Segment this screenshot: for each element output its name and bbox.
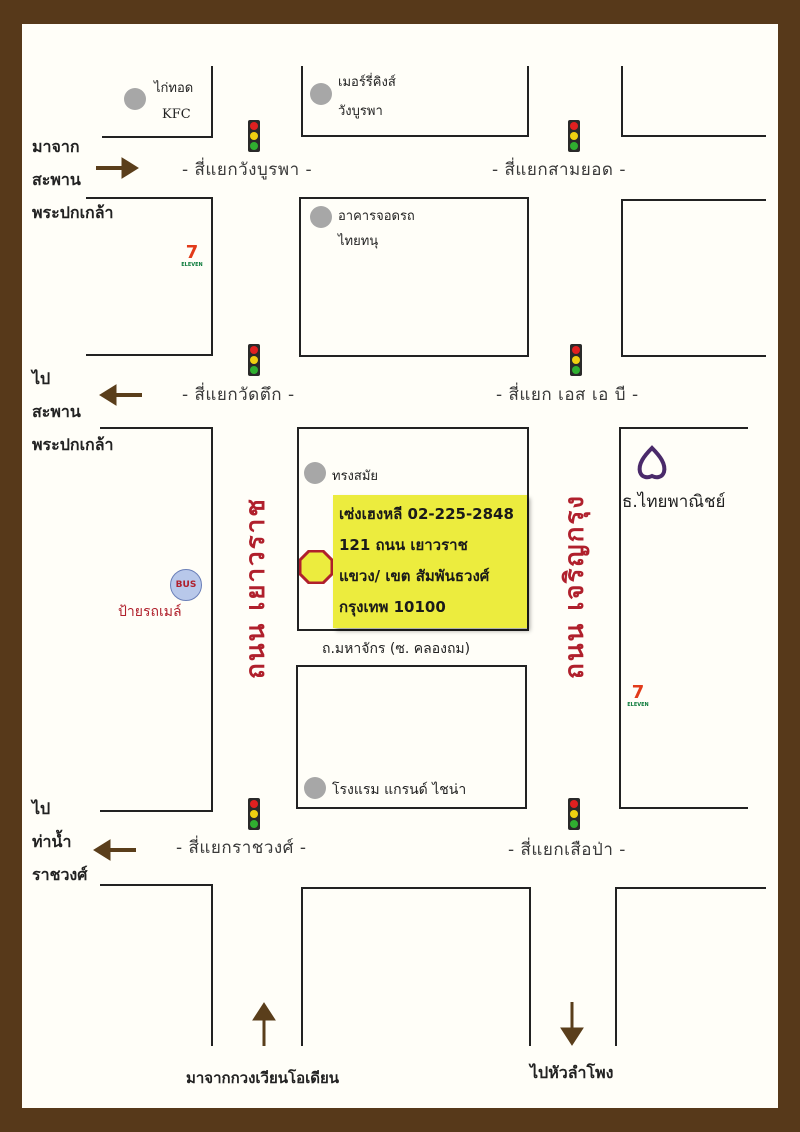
seven-eleven-number: 7 — [185, 242, 199, 263]
landmark-dot-grand-china — [304, 777, 326, 799]
shop-info-box — [333, 495, 527, 628]
block-third-right — [620, 428, 748, 808]
direction-to-hualamphong: ไปหัวลำโพง — [530, 1063, 614, 1082]
block-second-right — [622, 200, 766, 356]
landmark-dot-song-samai — [304, 462, 326, 484]
intersection-wat-tuek: - สี่แยกวัดตึก - — [182, 385, 295, 405]
direction-to-bridge: ไป สะพาน พระปกเกล้า — [32, 369, 114, 454]
traffic-light-icon — [248, 344, 260, 376]
landmark-parking-line1: อาคารจอดรถ — [338, 209, 415, 224]
seven-eleven-text: ELEVEN — [627, 702, 649, 708]
block-top-right — [622, 66, 766, 136]
block-bottom-middle — [302, 888, 530, 1046]
intersection-scb: - สี่แยก เอส เอ บี - — [496, 385, 639, 405]
street-mahachak: ถ.มหาจักร (ซ. คลองถม) — [322, 641, 471, 657]
direction-from-bridge: มาจาก สะพาน พระปกเกล้า — [32, 137, 114, 222]
arrow-left-icon-pier — [94, 840, 136, 860]
arrow-up-icon — [253, 1003, 275, 1046]
traffic-light-icon — [248, 798, 260, 830]
intersection-sam-yot: - สี่แยกสามยอด - — [492, 160, 627, 180]
landmark-dot-kfc — [124, 88, 146, 110]
intersection-wang-burapha: - สี่แยกวังบูรพา - — [182, 160, 313, 180]
landmark-song-samai: ทรงสมัย — [332, 469, 379, 484]
scb-logo-icon — [640, 448, 665, 477]
seven-eleven-icon-2 — [626, 684, 650, 710]
landmark-grand-china: โรงแรม แกรนด์ ไชน่า — [332, 782, 467, 798]
seven-eleven-number: 7 — [631, 682, 645, 703]
landmark-bus-stop: ป้ายรถเมล์ — [118, 604, 182, 620]
direction-to-pier: ไป ท่าน้ำ ราชวงศ์ — [32, 799, 88, 884]
shop-location-marker-icon — [299, 550, 333, 584]
landmark-kfc-line2: KFC — [162, 107, 191, 122]
road-charoen-krung: ถนน เจริญกรุง — [560, 494, 590, 679]
arrow-down-icon — [561, 1002, 583, 1045]
traffic-light-icon — [568, 120, 580, 152]
landmark-dot-merry-kings — [310, 83, 332, 105]
landmark-parking-line2: ไทยทนุ — [338, 234, 379, 249]
block-bottom-right — [616, 888, 766, 1046]
traffic-light-icon — [248, 120, 260, 152]
shop-city: กรุงเทพ 10100 — [339, 598, 446, 616]
road-yaowarat: ถนน เยาวราช — [241, 497, 271, 679]
intersection-ratchawong: - สี่แยกราชวงศ์ - — [176, 838, 307, 858]
direction-from-guangdong: มาจากกวงเวียนโอเดียน — [186, 1069, 340, 1087]
landmark-scb-bank: ธ.ไทยพาณิชย์ — [622, 492, 726, 512]
seven-eleven-text: ELEVEN — [181, 262, 203, 268]
landmark-kfc-line1: ไก่ทอด — [154, 81, 194, 96]
block-top-middle — [302, 66, 528, 136]
seven-eleven-icon — [180, 244, 204, 270]
shop-address: 121 ถนน เยาวราช — [339, 536, 468, 554]
traffic-light-icon — [568, 798, 580, 830]
shop-district: แขวง/ เขต สัมพันธวงศ์ — [339, 567, 490, 585]
landmark-merry-kings-line1: เมอร์รี่คิงส์ — [338, 75, 396, 90]
bus-stop-icon: BUS — [170, 569, 202, 601]
traffic-light-icon — [570, 344, 582, 376]
block-bottom-left — [100, 885, 212, 1046]
landmark-dot-parking — [310, 206, 332, 228]
landmark-merry-kings-line2: วังบูรพา — [338, 104, 383, 119]
shop-name-phone: เซ่งเฮงหลี 02-225-2848 — [339, 505, 514, 523]
intersection-suea-pa: - สี่แยกเสือป่า - — [508, 840, 626, 860]
